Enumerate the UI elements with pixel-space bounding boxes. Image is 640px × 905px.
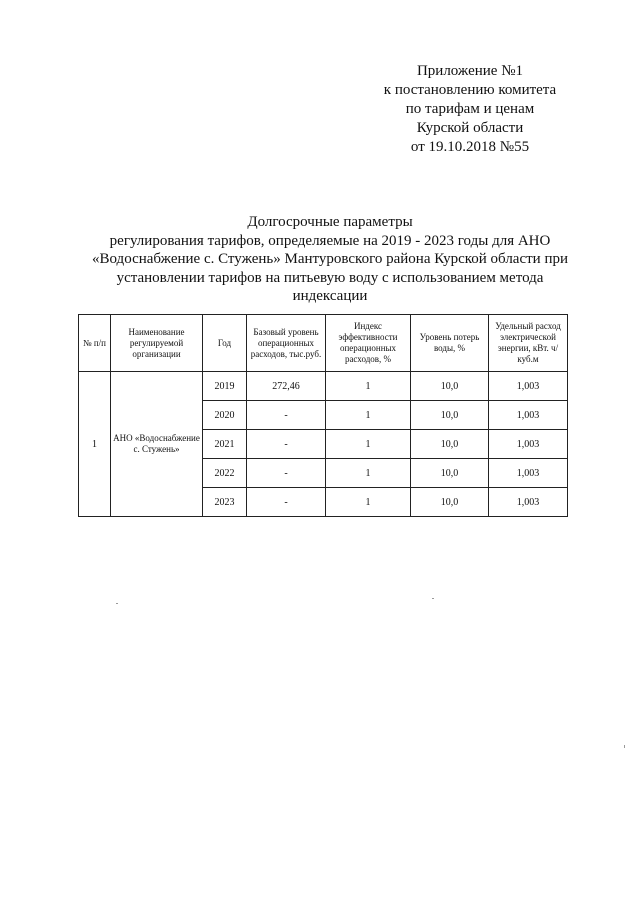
organization-name: АНО «Водоснабжение с. Стужень» — [111, 372, 203, 517]
appendix-line: к постановлению комитета — [383, 82, 557, 98]
cell-water-loss: 10,0 — [411, 488, 489, 517]
cell-water-loss: 10,0 — [411, 459, 489, 488]
cell-efficiency-index: 1 — [326, 459, 411, 488]
cell-base-costs: - — [247, 488, 326, 517]
scan-speck — [116, 603, 118, 604]
appendix-line: по тарифам и ценам — [405, 101, 535, 117]
title-line: индексации — [292, 288, 368, 304]
header-efficiency-index: Индекс эффективности операционных расходов, % — [326, 315, 411, 372]
cell-efficiency-index: 1 — [326, 488, 411, 517]
title-line: Долгосрочные параметры — [247, 214, 413, 230]
cell-base-costs: - — [247, 459, 326, 488]
cell-energy: 1,003 — [489, 430, 568, 459]
cell-year: 2022 — [203, 459, 247, 488]
header-year: Год — [203, 315, 247, 372]
cell-water-loss: 10,0 — [411, 401, 489, 430]
scan-speck — [624, 745, 625, 748]
document-title — [70, 213, 590, 306]
header-water-loss: Уровень потерь воды, % — [411, 315, 489, 372]
cell-efficiency-index: 1 — [326, 372, 411, 401]
cell-efficiency-index: 1 — [326, 430, 411, 459]
table-header-row — [79, 315, 568, 372]
cell-energy: 1,003 — [489, 372, 568, 401]
cell-energy: 1,003 — [489, 459, 568, 488]
cell-water-loss: 10,0 — [411, 430, 489, 459]
title-line: регулирования тарифов, определяемые на 2019 - 2023 годы для АНО — [109, 232, 551, 249]
header-org: Наименование регулируемой организации — [111, 315, 203, 372]
header-energy-consumption: Удельный расход электрической энергии, кВт. ч/куб.м — [489, 315, 568, 372]
cell-energy: 1,003 — [489, 401, 568, 430]
cell-year: 2023 — [203, 488, 247, 517]
title-line: установлении тарифов на питьевую воду с использованием метода — [116, 269, 544, 286]
header-base-costs: Базовый уровень операционных расходов, тыс.руб. — [247, 315, 326, 372]
cell-base-costs: - — [247, 401, 326, 430]
cell-efficiency-index: 1 — [326, 401, 411, 430]
cell-year: 2019 — [203, 372, 247, 401]
cell-energy: 1,003 — [489, 488, 568, 517]
appendix-title: Приложение №1 — [416, 63, 524, 79]
cell-year: 2021 — [203, 430, 247, 459]
parameters-table — [78, 314, 568, 517]
header-num: № п/п — [79, 315, 111, 372]
scan-speck — [432, 598, 434, 599]
cell-year: 2020 — [203, 401, 247, 430]
cell-water-loss: 10,0 — [411, 372, 489, 401]
cell-base-costs: - — [247, 430, 326, 459]
appendix-header — [360, 62, 580, 157]
row-number: 1 — [79, 372, 111, 517]
title-line: «Водоснабжение с. Стужень» Мантуровского района Курской области при — [91, 251, 569, 267]
table-row — [79, 372, 568, 401]
cell-base-costs: 272,46 — [247, 372, 326, 401]
appendix-date: от 19.10.2018 №55 — [410, 139, 530, 155]
appendix-line: Курской области — [416, 120, 524, 136]
